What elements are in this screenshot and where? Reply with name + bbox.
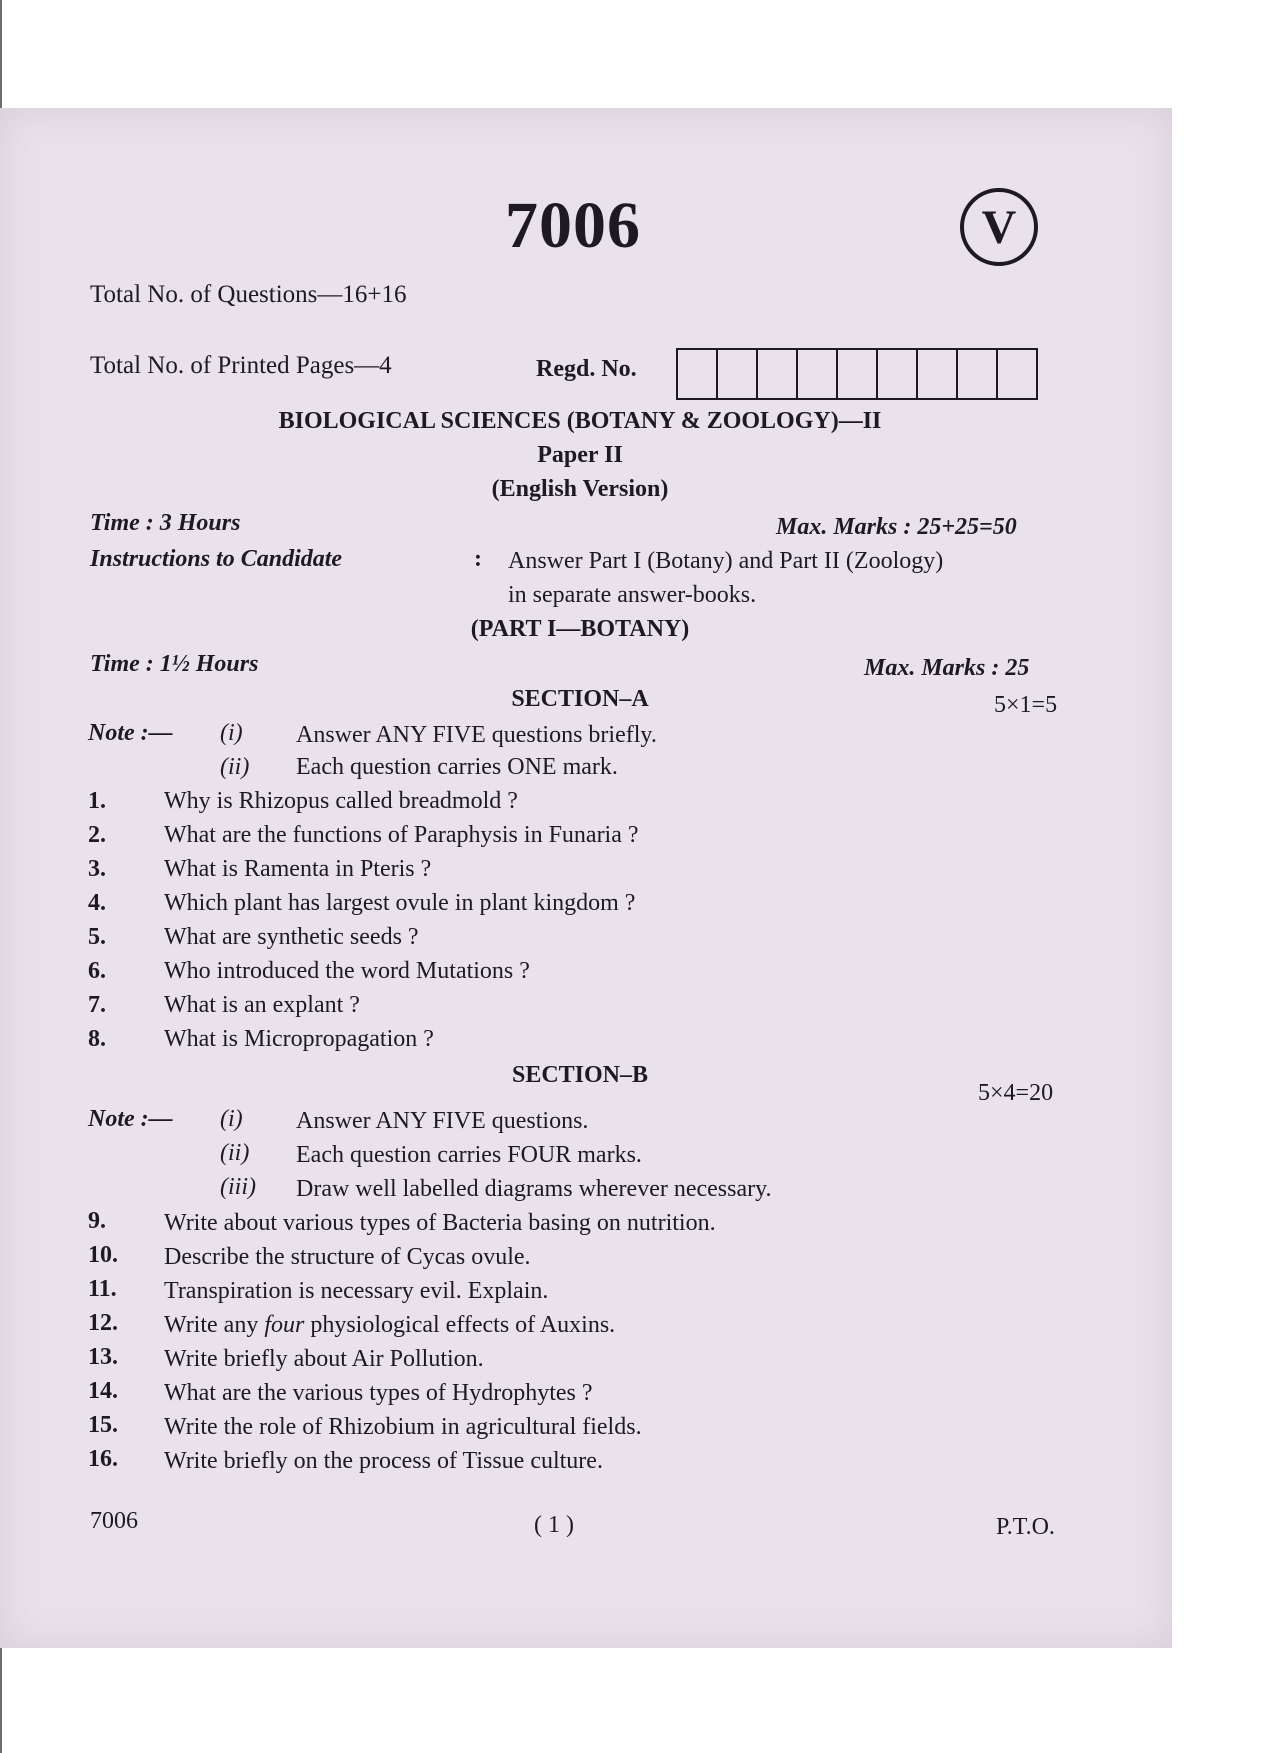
- question-text: Which plant has largest ovule in plant kingdom ?: [164, 890, 636, 916]
- question-number: 7.: [88, 992, 106, 1018]
- part-title: (PART I—BOTANY): [470, 616, 690, 642]
- version-title: (English Version): [491, 476, 669, 502]
- question-number: 14.: [88, 1378, 118, 1404]
- scan-edge-top: [0, 0, 2, 115]
- question-number: 15.: [88, 1412, 118, 1438]
- max-marks-total: Max. Marks : 25+25=50: [776, 514, 1017, 540]
- section-a-note-num: (i): [220, 720, 243, 746]
- question-text: What is Micropropagation ?: [164, 1026, 434, 1052]
- section-a-note-text: Answer ANY FIVE questions briefly.: [296, 722, 657, 748]
- question-text: What are the functions of Paraphysis in Funaria ?: [164, 822, 639, 848]
- paper-code: 7006: [505, 189, 641, 262]
- instructions-line1: Answer Part I (Botany) and Part II (Zoology): [508, 548, 944, 574]
- max-marks-part: Max. Marks : 25: [864, 655, 1030, 681]
- section-a-marks: 5×1=5: [994, 692, 1058, 718]
- paper-title: Paper II: [537, 442, 623, 468]
- footer-code: 7006: [90, 1508, 138, 1534]
- section-b-marks: 5×4=20: [978, 1080, 1054, 1106]
- question-number: 11.: [88, 1276, 117, 1302]
- subject-title: BIOLOGICAL SCIENCES (BOTANY & ZOOLOGY)—II: [278, 408, 882, 434]
- instructions-colon: :: [474, 546, 482, 572]
- section-a-note-text: Each question carries ONE mark.: [296, 754, 618, 780]
- question-text: Write briefly on the process of Tissue culture.: [164, 1448, 603, 1474]
- question-number: 12.: [88, 1310, 118, 1336]
- scan-edge-bottom: [0, 1640, 2, 1753]
- question-number: 9.: [88, 1208, 106, 1234]
- question-text: Transpiration is necessary evil. Explain.: [164, 1278, 549, 1304]
- total-questions: Total No. of Questions—16+16: [90, 281, 407, 308]
- question-number: 5.: [88, 924, 106, 950]
- time-total: Time : 3 Hours: [90, 510, 241, 536]
- question-text: What are the various types of Hydrophytes ?: [164, 1380, 593, 1406]
- question-text: Who introduced the word Mutations ?: [164, 958, 530, 984]
- question-text: What are synthetic seeds ?: [164, 924, 419, 950]
- instructions-label: Instructions to Candidate: [90, 546, 343, 572]
- question-text: Why is Rhizopus called breadmold ?: [164, 788, 518, 814]
- question-number: 13.: [88, 1344, 118, 1370]
- regd-number-boxes[interactable]: [676, 348, 1038, 400]
- question-number: 2.: [88, 822, 106, 848]
- question-number: 1.: [88, 788, 106, 814]
- section-a-note-label: Note :—: [88, 720, 173, 746]
- question-number: 4.: [88, 890, 106, 916]
- question-number: 10.: [88, 1242, 118, 1268]
- section-b-note-text: Draw well labelled diagrams wherever necessary.: [296, 1176, 772, 1202]
- section-b-note-num: (iii): [220, 1174, 256, 1200]
- question-number: 8.: [88, 1026, 106, 1052]
- question-number: 16.: [88, 1446, 118, 1472]
- instructions-line2: in separate answer-books.: [508, 582, 757, 608]
- pto-label: P.T.O.: [996, 1514, 1055, 1540]
- section-b-note-text: Answer ANY FIVE questions.: [296, 1108, 589, 1134]
- question-text: Write the role of Rhizobium in agricultural fields.: [164, 1414, 642, 1440]
- section-b-note-num: (i): [220, 1106, 243, 1132]
- question-text: Write briefly about Air Pollution.: [164, 1346, 484, 1372]
- question-text: What is an explant ?: [164, 992, 360, 1018]
- exam-paper: [0, 108, 1172, 1648]
- section-b-title: SECTION–B: [511, 1062, 649, 1088]
- total-pages: Total No. of Printed Pages—4: [90, 352, 392, 379]
- page-number: ( 1 ): [534, 1512, 574, 1538]
- section-b-note-text: Each question carries FOUR marks.: [296, 1142, 642, 1168]
- section-a-note-num: (ii): [220, 754, 250, 780]
- question-number: 3.: [88, 856, 106, 882]
- question-number: 6.: [88, 958, 106, 984]
- question-text: Describe the structure of Cycas ovule.: [164, 1244, 531, 1270]
- section-b-note-num: (ii): [220, 1140, 250, 1166]
- time-part: Time : 1½ Hours: [90, 651, 259, 677]
- question-text: Write about various types of Bacteria basing on nutrition.: [164, 1210, 716, 1236]
- question-text: Write any four physiological effects of Auxins.: [164, 1312, 616, 1338]
- version-mark-badge: V: [960, 188, 1038, 266]
- regd-label: Regd. No.: [536, 356, 637, 382]
- section-b-note-label: Note :—: [88, 1106, 173, 1132]
- section-a-title: SECTION–A: [511, 686, 649, 712]
- question-text: What is Ramenta in Pteris ?: [164, 856, 432, 882]
